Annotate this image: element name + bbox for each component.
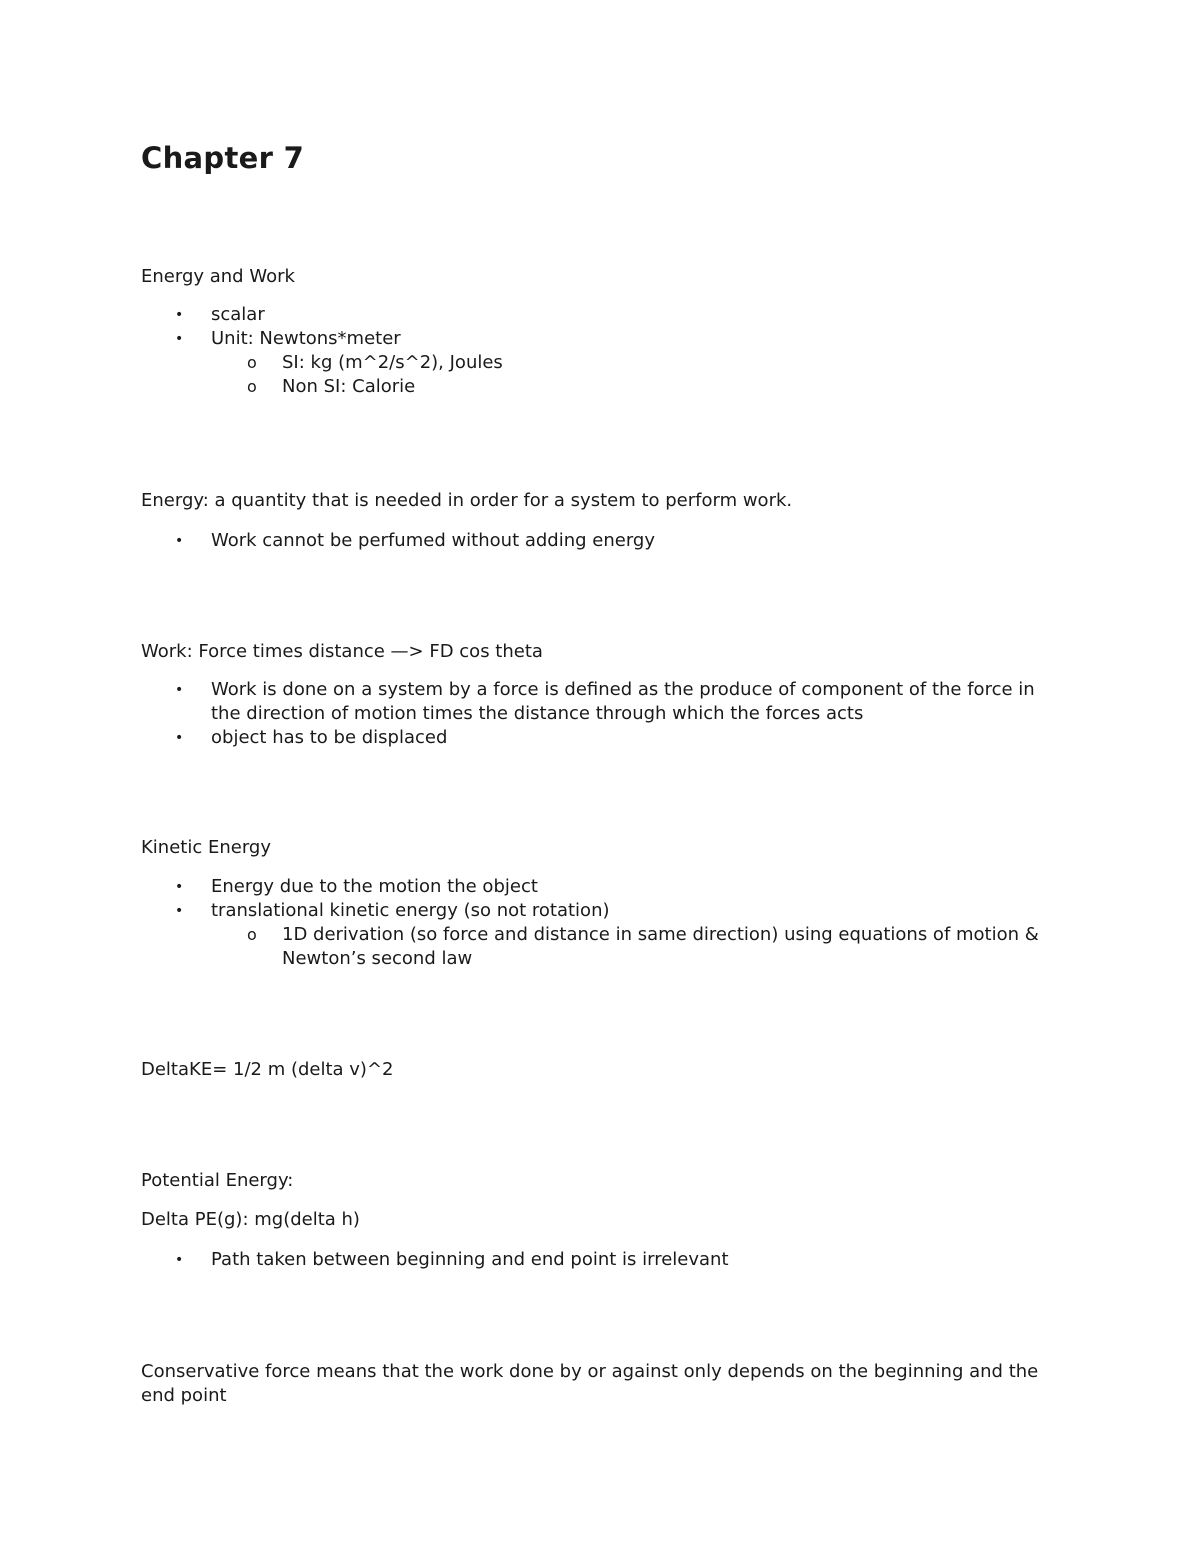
list-item	[141, 899, 1061, 971]
sub-list-item-text: 1D derivation (so force and distance in same direction) using equations of motion & Newton’s second law	[282, 924, 1039, 969]
formula-text: Delta PE(g): mg(delta h)	[141, 1209, 360, 1230]
list-item-text: translational kinetic energy (so not rotation)	[211, 900, 610, 921]
sub-list-item-text: SI: kg (m^2/s^2), Joules	[282, 352, 503, 373]
section-energy-definition	[141, 489, 1061, 553]
section-heading: Kinetic Energy	[141, 837, 271, 858]
bullet-icon: •	[175, 1252, 184, 1268]
bullet-icon: •	[175, 533, 184, 549]
section-heading: Potential Energy:	[141, 1170, 294, 1191]
bullet-list	[141, 678, 1061, 750]
section-potential-energy	[141, 1169, 1061, 1272]
circle-bullet-icon: o	[247, 353, 257, 372]
list-item-text: Energy due to the motion the object	[211, 876, 538, 897]
circle-bullet-icon: o	[247, 377, 257, 396]
list-item-text: Path taken between beginning and end point is irrelevant	[211, 1249, 729, 1270]
circle-bullet-icon: o	[247, 925, 257, 944]
formula-text: DeltaKE= 1/2 m (delta v)^2	[141, 1059, 394, 1080]
sub-list-item	[211, 375, 1061, 399]
sub-bullet-list	[211, 351, 1061, 399]
list-item-text: Unit: Newtons*meter	[211, 328, 401, 349]
list-item-text: Work is done on a system by a force is defined as the produce of component of the force in the direction of motion times the distance through which the forces acts	[211, 679, 1035, 724]
list-item	[141, 303, 1061, 327]
bullet-list	[141, 1248, 1061, 1272]
list-item-text: Work cannot be perfumed without adding energy	[211, 530, 656, 551]
sub-list-item-text: Non SI: Calorie	[282, 376, 416, 397]
bullet-icon: •	[175, 307, 184, 323]
bullet-list	[141, 303, 1061, 399]
section-heading: Energy: a quantity that is needed in order for a system to perform work.	[141, 490, 793, 511]
list-item-text: object has to be displaced	[211, 727, 448, 748]
list-item-text: scalar	[211, 304, 265, 325]
list-item	[141, 327, 1061, 399]
bullet-list	[141, 875, 1061, 971]
sub-bullet-list	[211, 923, 1061, 971]
section-heading: Energy and Work	[141, 266, 295, 287]
section-conservative-force	[141, 1360, 1041, 1408]
list-item	[141, 726, 1061, 750]
bullet-icon: •	[175, 903, 184, 919]
bullet-icon: •	[175, 879, 184, 895]
list-item	[141, 875, 1061, 899]
paragraph-text: Conservative force means that the work done by or against only depends on the beginning and the end point	[141, 1361, 1039, 1406]
page-title: Chapter 7	[141, 141, 305, 175]
bullet-icon: •	[175, 331, 184, 347]
section-energy-and-work	[141, 265, 1061, 399]
section-work	[141, 640, 1061, 750]
section-delta-ke	[141, 1058, 1061, 1082]
bullet-icon: •	[175, 730, 184, 746]
bullet-icon: •	[175, 682, 184, 698]
sub-list-item	[211, 923, 1061, 971]
list-item	[141, 678, 1061, 726]
bullet-list	[141, 529, 1061, 553]
list-item	[141, 529, 1061, 553]
section-heading: Work: Force times distance —> FD cos theta	[141, 641, 543, 662]
list-item	[141, 1248, 1061, 1272]
sub-list-item	[211, 351, 1061, 375]
section-kinetic-energy	[141, 836, 1061, 971]
